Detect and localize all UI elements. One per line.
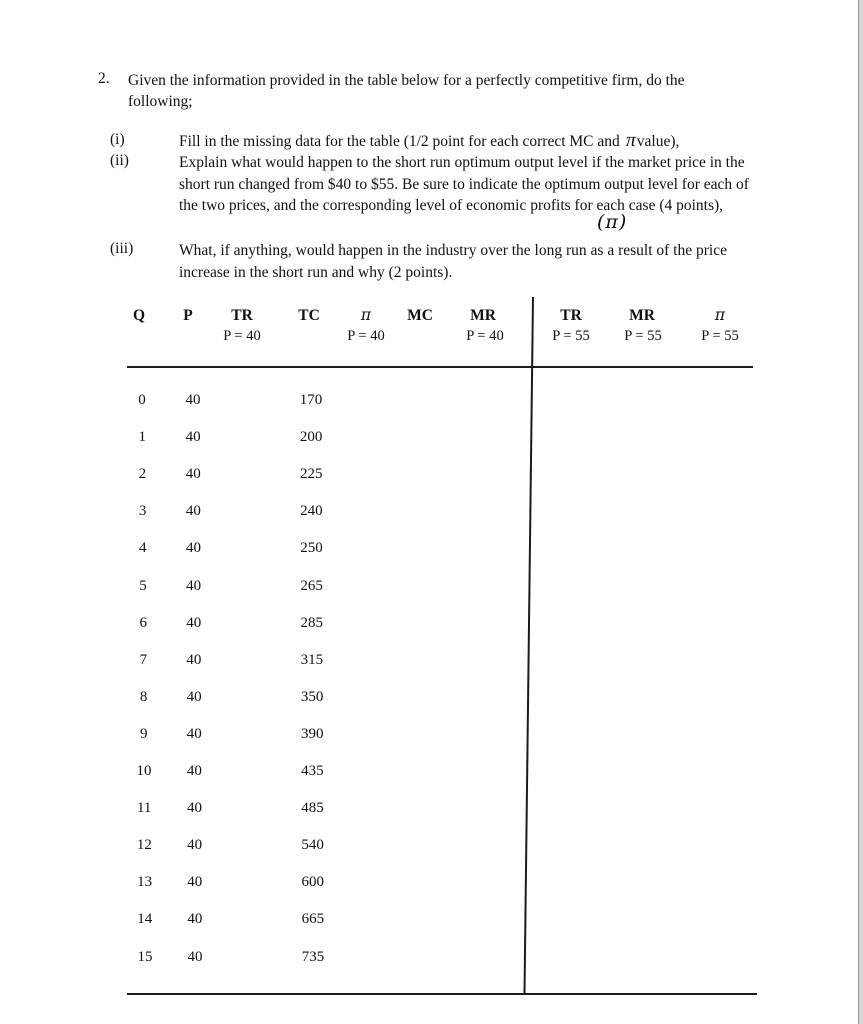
table-cell-q: 15 xyxy=(137,948,153,965)
col-header-profit-55: π xyxy=(714,306,726,324)
table-cell-q: 9 xyxy=(140,725,148,742)
table-cell-tc: 225 xyxy=(300,466,323,483)
question-text: Given the information provided in the table below for a perfectly competitive firm, do the following; xyxy=(128,72,685,110)
table-cell-q: 6 xyxy=(139,614,147,631)
item-text-i xyxy=(179,131,759,153)
table-cell-q: 0 xyxy=(138,392,146,408)
item-i-text-after: value), xyxy=(636,133,680,150)
col-sub-profit-55: P = 55 xyxy=(701,328,739,344)
table-cell-p: 40 xyxy=(186,800,202,817)
table-cell-q: 5 xyxy=(139,577,147,594)
table-cell-p: 40 xyxy=(186,540,202,557)
table-cell-p: 40 xyxy=(185,429,201,446)
item-label-i: (i) xyxy=(110,131,125,148)
table-cell-p: 40 xyxy=(186,577,202,594)
table-cell-q: 13 xyxy=(137,874,153,891)
col-header-q: Q xyxy=(132,307,146,324)
table-cell-q: 4 xyxy=(139,540,147,557)
table-cell-p: 40 xyxy=(187,911,203,928)
col-sub-tr-40: P = 40 xyxy=(223,328,261,344)
pi-symbol-icon: π xyxy=(623,129,638,151)
table-cell-p: 40 xyxy=(186,614,202,631)
table-cell-tc: 390 xyxy=(300,725,324,742)
col-header-tr-40: TR xyxy=(231,307,253,324)
handwritten-pi-note: (π) xyxy=(597,211,628,233)
page-edge-shadow xyxy=(859,0,863,1024)
table-cell-q: 10 xyxy=(136,763,152,779)
table-header-rule xyxy=(127,366,753,368)
table-cell-p: 40 xyxy=(185,503,201,520)
question-number: 2. xyxy=(98,70,110,87)
col-sub-mr-55: P = 55 xyxy=(624,328,662,344)
item-text-ii: Explain what would happen to the short run optimum output level if the market price in the short run changed from $40 to $55. Be sure to indicate the optimum output level for each of the two prices, and the corresponding level of economic profits for each case (4 points), xyxy=(179,154,749,214)
col-header-mr-40: MR xyxy=(470,307,496,324)
table-cell-tc: 350 xyxy=(300,688,324,705)
table-cell-p: 40 xyxy=(187,874,203,891)
col-header-p: P xyxy=(183,307,193,324)
table-cell-tc: 265 xyxy=(300,577,323,594)
table-cell-p: 40 xyxy=(186,725,202,742)
table-cell-tc: 315 xyxy=(300,651,324,668)
table-cell-q: 11 xyxy=(136,800,152,817)
table-cell-p: 40 xyxy=(187,948,203,965)
table-cell-tc: 735 xyxy=(301,948,325,965)
table-cell-q: 14 xyxy=(137,911,153,928)
table-cell-tc: 285 xyxy=(300,614,324,631)
table-cell-tc: 600 xyxy=(301,874,324,891)
table-cell-tc: 665 xyxy=(301,911,325,928)
col-header-tr-55: TR xyxy=(560,307,582,324)
table-cell-tc: 540 xyxy=(301,837,324,854)
table-cell-p: 40 xyxy=(185,392,201,408)
table-cell-q: 3 xyxy=(138,503,147,520)
table-cell-tc: 170 xyxy=(299,392,323,408)
table-cell-q: 1 xyxy=(138,429,146,446)
col-header-mr-55: MR xyxy=(629,307,655,324)
item-text-iii: What, if anything, would happen in the industry over the long run as a result of the price increase in the short run and why (2 points). xyxy=(179,242,727,281)
table-cell-p: 40 xyxy=(186,688,202,705)
col-header-profit-40: π xyxy=(360,306,372,324)
table-cell-tc: 240 xyxy=(300,503,323,520)
table-column-divider xyxy=(523,297,534,993)
item-label-iii: (iii) xyxy=(110,240,134,257)
col-header-tc: TC xyxy=(298,307,320,324)
table-cell-p: 40 xyxy=(186,651,202,668)
table-bottom-rule xyxy=(127,993,757,995)
col-sub-tr-55: P = 55 xyxy=(552,328,590,344)
table-cell-tc: 485 xyxy=(301,800,324,817)
table-cell-q: 7 xyxy=(139,651,148,668)
table-cell-q: 12 xyxy=(136,837,152,854)
table-cell-tc: 250 xyxy=(300,540,323,557)
table-cell-p: 40 xyxy=(187,837,203,854)
table-cell-q: 2 xyxy=(138,466,147,483)
col-sub-profit-40: P = 40 xyxy=(347,328,385,344)
item-label-ii: (ii) xyxy=(110,152,129,169)
table-cell-p: 40 xyxy=(186,763,202,779)
table-cell-tc: 435 xyxy=(301,763,324,779)
col-sub-mr-40: P = 40 xyxy=(466,328,504,344)
table-cell-q: 8 xyxy=(139,688,148,705)
item-i-text-before: Fill in the missing data for the table (1/2 point for each correct MC and xyxy=(179,133,620,150)
table-cell-p: 40 xyxy=(185,466,201,483)
col-header-mc: MC xyxy=(407,307,433,324)
table-cell-tc: 200 xyxy=(299,429,323,446)
